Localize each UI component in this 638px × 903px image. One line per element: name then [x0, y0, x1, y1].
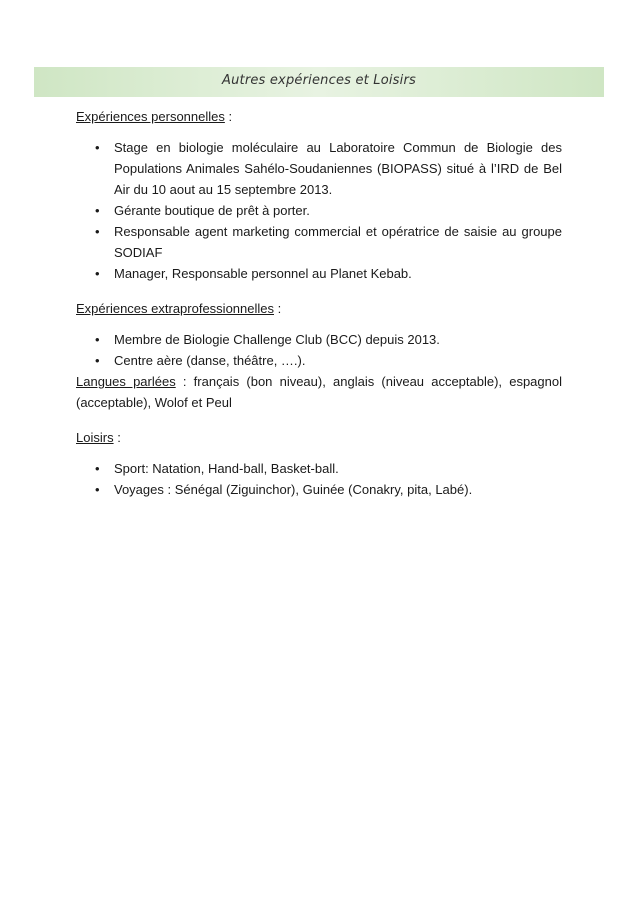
hobbies-list — [76, 458, 562, 500]
list-item-text: Stage en biologie moléculaire au Laboratoire Commun de Biologie des Populations Animales Sahélo-Soudaniennes (BIOPASS) situé à l’IRD de Bel Air du 10 aout au 15 septembre 2013. — [114, 140, 562, 197]
bullet-icon: • — [95, 203, 100, 218]
banner-title: Autres expériences et Loisirs — [221, 73, 416, 88]
list-item-text: Sport: Natation, Hand-ball, Basket-ball. — [114, 461, 339, 476]
bullet-icon: • — [95, 140, 100, 155]
list-item — [76, 137, 562, 200]
list-item — [76, 221, 562, 263]
languages-title: Langues parlées — [76, 374, 176, 389]
hobbies-colon: : — [113, 430, 121, 445]
list-item-text: Gérante boutique de prêt à porter. — [114, 203, 310, 218]
list-item-text: Centre aère (danse, théâtre, ….). — [114, 353, 306, 368]
extra-experience-list — [76, 329, 562, 371]
bullet-icon: • — [95, 353, 100, 368]
personal-experience-list — [76, 137, 562, 284]
hobbies-title: Loisirs — [76, 430, 114, 445]
hobbies-heading — [76, 427, 562, 448]
list-item — [76, 263, 562, 284]
bullet-icon: • — [95, 224, 100, 239]
extra-experience-colon: : — [274, 301, 282, 316]
list-item-text: Membre de Biologie Challenge Club (BCC) depuis 2013. — [114, 332, 440, 347]
list-item-text: Manager, Responsable personnel au Planet Kebab. — [114, 266, 412, 281]
extra-experience-title: Expériences extraprofessionnelles — [76, 301, 274, 316]
languages-paragraph — [76, 371, 562, 413]
personal-experience-heading — [76, 106, 562, 127]
bullet-icon: • — [95, 266, 100, 281]
list-item-text: Voyages : Sénégal (Ziguinchor), Guinée (Conakry, pita, Labé). — [114, 482, 473, 497]
extra-experience-heading — [76, 298, 562, 319]
list-item — [76, 350, 562, 371]
bullet-icon: • — [95, 332, 100, 347]
personal-experience-colon: : — [224, 109, 233, 124]
bullet-icon: • — [95, 482, 100, 497]
document-body — [76, 106, 562, 500]
personal-experience-title: Expériences personnelles — [76, 109, 225, 124]
bullet-icon: • — [95, 461, 100, 476]
languages-text: : français (bon niveau), anglais (niveau acceptable), espagnol (acceptable), Wolof et Peul — [76, 374, 562, 410]
list-item — [76, 479, 562, 500]
list-item — [76, 458, 562, 479]
section-banner — [34, 67, 604, 97]
list-item-text: Responsable agent marketing commercial et opératrice de saisie au groupe SODIAF — [114, 224, 562, 260]
list-item — [76, 329, 562, 350]
list-item — [76, 200, 562, 221]
